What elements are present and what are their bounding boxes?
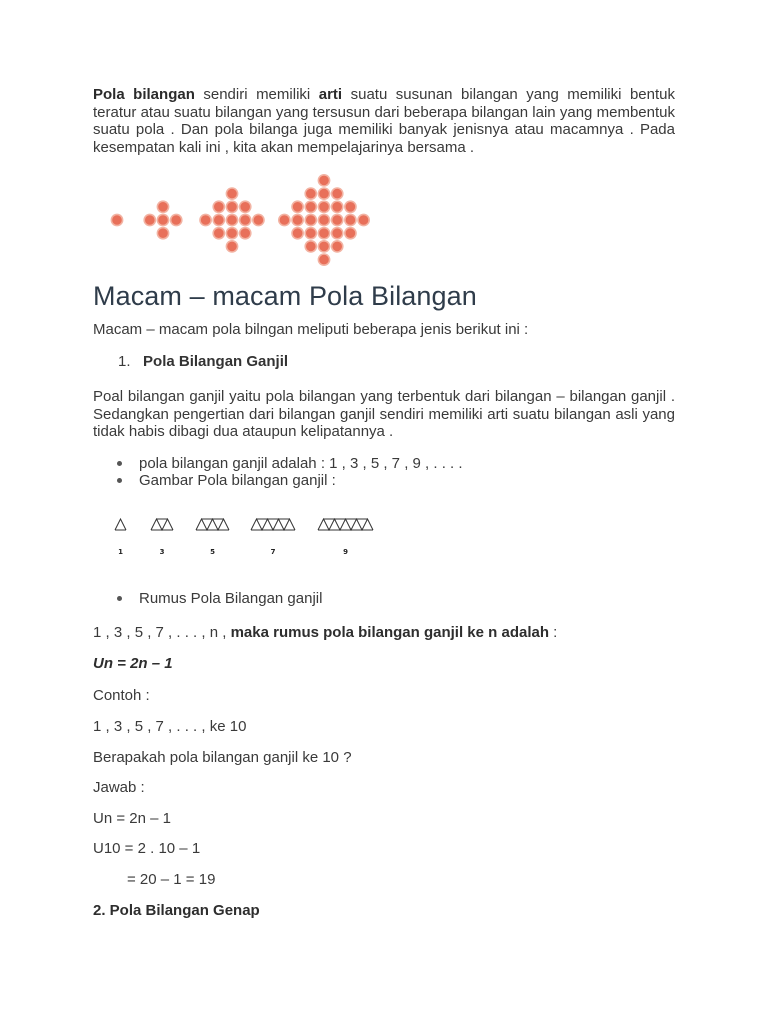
pattern-dot [111, 214, 122, 225]
pattern-dot [226, 201, 237, 212]
pattern-dot [318, 241, 329, 252]
pattern-dot [305, 201, 316, 212]
triangle-strip [196, 519, 229, 530]
pattern-dot [157, 201, 168, 212]
pattern-dot [157, 228, 168, 239]
pattern-dot [292, 228, 303, 239]
pattern-dot [345, 214, 356, 225]
triangle-label: 3 [159, 548, 165, 556]
pattern-dot [345, 228, 356, 239]
pattern-dot [200, 214, 211, 225]
bullet-item [117, 455, 463, 472]
example-sequence: 1 , 3 , 5 , 7 , . . . , ke 10 [93, 718, 247, 735]
pattern-dot [318, 228, 329, 239]
pattern-dot [318, 214, 329, 225]
triangle-strip [115, 519, 126, 530]
pattern-dot [332, 201, 343, 212]
formula-intro-colon: : [549, 624, 558, 641]
triangle-strip [151, 519, 173, 530]
answer-label: Jawab : [93, 779, 145, 796]
formula-intro-seq: 1 , 3 , 5 , 7 , . . . , n , [93, 624, 231, 641]
section1-paragraph: Poal bilangan ganjil yaitu pola bilangan yang terbentuk dari bilangan – bilangan ganjil . Sedangkan pengertian dari bilangan ganjil sendiri memiliki arti suatu bilangan asli yang tidak habis dibagi dua ataupun kelipatannya . [93, 388, 675, 440]
formula-intro [93, 624, 557, 642]
bullet-item [117, 472, 336, 489]
pattern-dot [305, 241, 316, 252]
bullet-item [117, 590, 322, 607]
pattern-dot [332, 188, 343, 199]
answer-step-1: Un = 2n – 1 [93, 810, 171, 827]
bullet-dot-icon [117, 461, 122, 466]
pattern-dot [226, 228, 237, 239]
pattern-dot [226, 214, 237, 225]
pattern-dot [240, 228, 251, 239]
pattern-dot [279, 214, 290, 225]
bullet-dot-icon [117, 596, 122, 601]
pattern-dot [332, 214, 343, 225]
pattern-dot [144, 214, 155, 225]
pattern-dot [213, 214, 224, 225]
formula: Un = 2n – 1 [93, 655, 173, 672]
triangle-label: 9 [343, 548, 348, 556]
intro-text-2: suatu susunan bilangan yang memiliki bentuk teratur atau suatu bilangan yang tersusun dari beberapa bilangan lain yang membentuk suatu pola . Dan pola bilanga juga memiliki banyak jenisnya atau macamnya . Pada kesempatan kali ini , kita akan mempelajarinya bersama . [93, 86, 676, 156]
triangle-label: 7 [270, 548, 276, 556]
pattern-dot [318, 188, 329, 199]
triangle-label: 5 [210, 548, 215, 556]
pattern-dot [213, 201, 224, 212]
bullet-text: pola bilangan ganjil adalah : 1 , 3 , 5 , 7 , 9 , . . . . [139, 455, 463, 472]
pattern-dot [213, 228, 224, 239]
pattern-dot [318, 201, 329, 212]
section1-title [118, 353, 288, 371]
bullet-text: Gambar Pola bilangan ganjil : [139, 472, 336, 489]
section1-number: 1. [118, 353, 131, 370]
pattern-dot [305, 228, 316, 239]
bullet-text: Rumus Pola Bilangan ganjil [139, 590, 323, 607]
pattern-dot [305, 188, 316, 199]
bullet-dot-icon [117, 478, 122, 483]
example-question: Berapakah pola bilangan ganjil ke 10 ? [93, 749, 352, 766]
pattern-dot [358, 214, 369, 225]
pattern-dot [318, 175, 329, 186]
pattern-dot [292, 214, 303, 225]
triangle-strip [318, 519, 373, 530]
intro-text-1: sendiri memiliki [194, 86, 319, 103]
triangle-pattern-figure [110, 512, 390, 562]
pattern-dot [305, 214, 316, 225]
pattern-dot [226, 188, 237, 199]
intro-bold-term: Pola bilangan [93, 86, 195, 103]
formula-intro-bold: maka rumus pola bilangan ganjil ke n adalah [230, 624, 549, 641]
intro-paragraph [93, 86, 675, 156]
triangle-strip [251, 519, 295, 530]
triangle-label: 1 [118, 548, 123, 556]
pattern-dot [240, 214, 251, 225]
pattern-dot [318, 254, 329, 265]
page-heading: Macam – macam Pola Bilangan [93, 281, 477, 311]
subtitle-text: Macam – macam pola bilngan meliputi beberapa jenis berikut ini : [93, 321, 529, 338]
pattern-dot [240, 201, 251, 212]
section2-title: 2. Pola Bilangan Genap [93, 902, 260, 919]
section1-title-text: Pola Bilangan Ganjil [143, 353, 289, 370]
pattern-dot [345, 201, 356, 212]
answer-step-3: = 20 – 1 = 19 [127, 871, 216, 888]
answer-step-2: U10 = 2 . 10 – 1 [93, 840, 201, 857]
intro-bold-arti: arti [318, 86, 343, 103]
pattern-dot [332, 241, 343, 252]
pattern-dot [332, 228, 343, 239]
example-label: Contoh : [93, 687, 150, 704]
dot-pattern-figure [96, 168, 396, 268]
pattern-dot [226, 241, 237, 252]
pattern-dot [171, 214, 182, 225]
pattern-dot [292, 201, 303, 212]
pattern-dot [253, 214, 264, 225]
pattern-dot [157, 214, 168, 225]
